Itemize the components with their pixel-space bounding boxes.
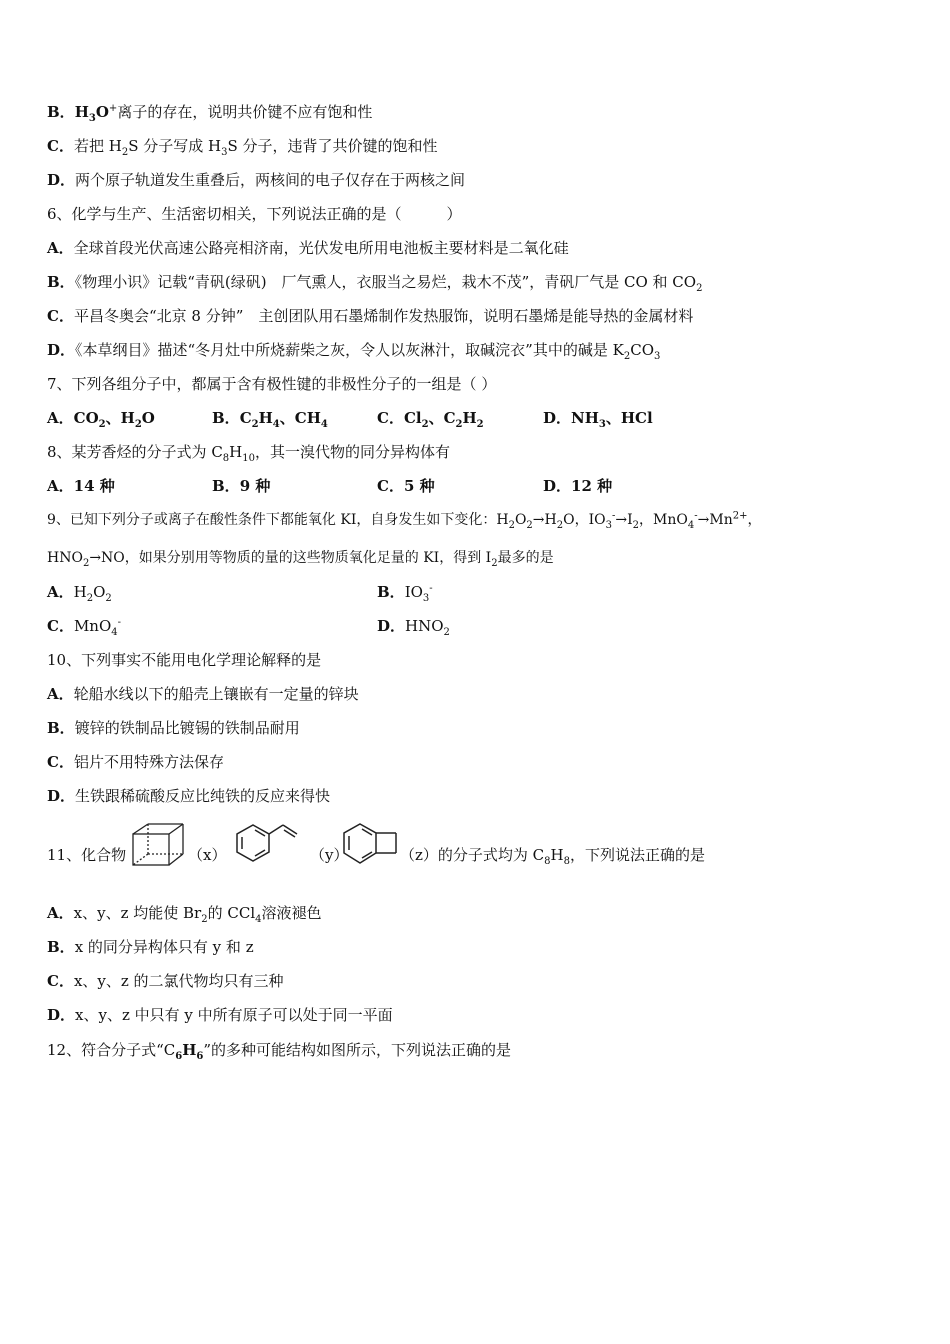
q8-option-a: A．14 种 xyxy=(47,477,115,495)
q9-option-b: B．$IO_3^-$ xyxy=(377,583,433,604)
q11-y-tag: （y） xyxy=(310,846,349,864)
q6-option-b: B．《物理小识》记载“青矾(绿矾) 厂气熏人，衣服当之易烂，栽木不茂”，青矾厂气是 CO 和 $CO_2$ xyxy=(47,273,703,294)
q9-stem-line1: 9、已知下列分子或离子在酸性条件下都能氧化 KI，自身发生如下变化：$H_2O_2\to H_2O$，$IO_3^-\to I_2$，$MnO_4^-\to Mn^{2+}$， xyxy=(47,510,762,531)
q11-option-a: A．x、y、z 均能使 $Br_2$的 CCl$_4$溶液褪色 xyxy=(47,904,322,925)
q10-option-d: D．生铁跟稀硫酸反应比纯铁的反应来得快 xyxy=(47,787,331,805)
styrene-structure-y xyxy=(233,819,303,867)
q10-option-c: C．铝片不用特殊方法保存 xyxy=(47,753,224,771)
q9-stem-line2: $HNO_2\to NO$，如果分别用等物质的量的这些物质氧化足量的 KI，得到 $I_2$最多的是 xyxy=(47,550,554,569)
q6-option-d: D．《本草纲目》描述“冬月灶中所烧薪柴之灰，令人以灰淋汁，取碱浣衣”其中的碱是 $K_2CO_3$ xyxy=(47,341,661,362)
q11-x-tag: （x） xyxy=(188,846,227,864)
q10-option-a: A．轮船水线以下的船壳上镶嵌有一定量的锌块 xyxy=(47,685,359,703)
q5-option-d: D．两个原子轨道发生重叠后，两核间的电子仅存在于两核之间 xyxy=(47,171,466,189)
q9-option-a: A．$H_2O_2$ xyxy=(47,583,112,604)
q10-stem: 10、下列事实不能用电化学理论解释的是 xyxy=(47,651,322,669)
q6-option-a: A．全球首段光伏高速公路亮相济南，光伏发电所用电池板主要材料是二氧化硅 xyxy=(47,239,569,257)
q7-option-a: A．$CO_2$、$H_2O$ xyxy=(47,409,155,430)
q8-stem: 8、某芳香烃的分子式为 $C_8H_{10}$，其一溴代物的同分异构体有 xyxy=(47,443,451,464)
cubane-structure-x xyxy=(130,822,186,868)
benzocyclobutene-structure-z xyxy=(340,820,402,868)
q11-option-b: B．x 的同分异构体只有 y 和 z xyxy=(47,938,254,956)
q7-option-c: C．$Cl_2$、$C_2H_2$ xyxy=(377,409,484,430)
q12-stem: 12、符合分子式“$C_6H_6$”的多种可能结构如图所示，下列说法正确的是 xyxy=(47,1041,512,1062)
q6-stem: 6、化学与生产、生活密切相关，下列说法正确的是（ ） xyxy=(47,205,462,223)
q9-option-c: C．MnO$_4$- xyxy=(47,617,122,638)
q9-option-d: D．$HNO_2$ xyxy=(377,617,450,638)
q6-option-c: C．平昌冬奥会“北京 8 分钟” 主创团队用石墨烯制作发热服饰，说明石墨烯是能导热的金属材料 xyxy=(47,307,694,325)
q5-option-b: B．$H_3O^+$离子的存在，说明共价键不应有饱和性 xyxy=(47,103,373,124)
q7-option-d: D．$NH_3$、HCl xyxy=(543,409,653,430)
q11-option-d: D．x、y、z 中只有 y 中所有原子可以处于同一平面 xyxy=(47,1006,393,1024)
q8-option-b: B．9 种 xyxy=(212,477,271,495)
q8-option-d: D．12 种 xyxy=(543,477,613,495)
q5-option-c: C．若把 $H_2S$ 分子写成 $H_3S$ 分子，违背了共价键的饱和性 xyxy=(47,137,438,158)
q7-stem: 7、下列各组分子中，都属于含有极性键的非极性分子的一组是（ ） xyxy=(47,375,497,393)
q10-option-b: B．镀锌的铁制品比镀锡的铁制品耐用 xyxy=(47,719,300,737)
q11-z-stem: （z）的分子式均为 $C_8H_8$，下列说法正确的是 xyxy=(400,846,706,867)
q11-option-c: C．x、y、z 的二氯代物均只有三种 xyxy=(47,972,284,990)
q8-option-c: C．5 种 xyxy=(377,477,435,495)
q11-stem-prefix: 11、化合物 xyxy=(47,846,127,864)
q7-option-b: B．$C_2H_4$、$CH_4$ xyxy=(212,409,328,430)
